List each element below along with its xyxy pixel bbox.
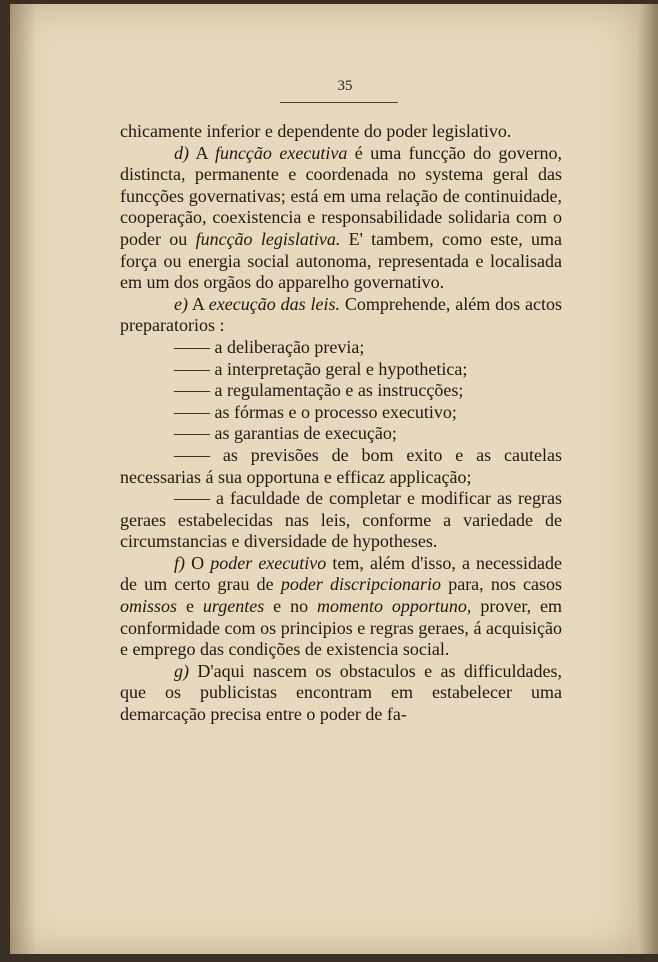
- term-poder-discripcionario: poder discripcionario: [280, 574, 442, 595]
- page-number: 35: [337, 78, 353, 94]
- f-text-1: O: [191, 552, 205, 573]
- term-omissos: omissos: [120, 596, 178, 617]
- e-text-1: A: [191, 293, 204, 314]
- book-page: [10, 4, 638, 954]
- term-urgentes: urgentes: [202, 596, 265, 617]
- list-item: —— as fórmas e o processo executivo;: [174, 401, 457, 422]
- d-text-3: E' tambem, como este, uma força ou energia social autonoma, representada e localisada em um dos orgãos do apparelho governativo.: [120, 228, 563, 293]
- label-g: g): [174, 660, 189, 681]
- f-text-4: e: [185, 596, 194, 617]
- label-f: f): [174, 552, 185, 573]
- d-text-2: é uma funcção do governo, distincta, permanente e coordenada no systema geral das funcções governativas; está em uma relação de continuidade, cooperação, coexistencia e responsabilidade solidaria com o poder ou: [120, 142, 563, 249]
- f-text-3: para, nos casos: [448, 574, 563, 595]
- paragraph-d: [120, 143, 562, 294]
- f-text-5: e no: [273, 596, 309, 617]
- page-edge: [638, 4, 658, 954]
- label-e: e): [174, 293, 188, 314]
- term-execucao-das-leis: execução das leis.: [208, 293, 341, 314]
- list-item: —— as previsões de bom exito e as cautelas necessarias á sua opportuna e efficaz applicação;: [120, 444, 562, 487]
- paragraph-continuation: chicamente inferior e dependente do poder legislativo.: [120, 121, 512, 141]
- page-spine-shadow: [10, 4, 36, 954]
- term-funccao-legislativa: funcção legislativa.: [195, 228, 341, 249]
- paragraph-f: [120, 553, 562, 661]
- f-text-2: tem, além d'isso, a necessidade de um certo grau de: [120, 552, 562, 595]
- d-text-1: A: [195, 142, 208, 163]
- g-text-1: D'aqui nascem os obstaculos e as difficuldades, que os publicistas encontram em estabelecer uma demarcação precisa entre o poder de fa-: [120, 660, 563, 725]
- term-momento-opportuno: momento opportuno,: [317, 596, 472, 617]
- f-text-6: prover, em conformidade com os principios e regras geraes, á acquisição e emprego das condições de existencia social.: [120, 596, 563, 660]
- list-item: —— a deliberação previa;: [174, 336, 365, 357]
- term-poder-executivo: poder executivo: [210, 552, 327, 573]
- paragraph-e: [120, 294, 562, 337]
- header-rule: [280, 102, 398, 103]
- list-item: —— as garantias de execução;: [174, 423, 397, 444]
- e-text-2: Comprehende, além dos actos preparatorios :: [120, 293, 562, 336]
- body-text: [120, 121, 562, 726]
- list-item: —— a interpretação geral e hypothetica;: [174, 358, 468, 379]
- paragraph-g: [120, 661, 562, 726]
- label-d: d): [174, 142, 189, 163]
- term-funccao-executiva: funcção executiva: [214, 142, 348, 163]
- list-item: —— a faculdade de completar e modificar as regras geraes estabelecidas nas leis, conforme a variedade de circumstancias e diversidade de hypotheses.: [120, 488, 562, 552]
- list-item: —— a regulamentação e as instrucções;: [174, 380, 464, 401]
